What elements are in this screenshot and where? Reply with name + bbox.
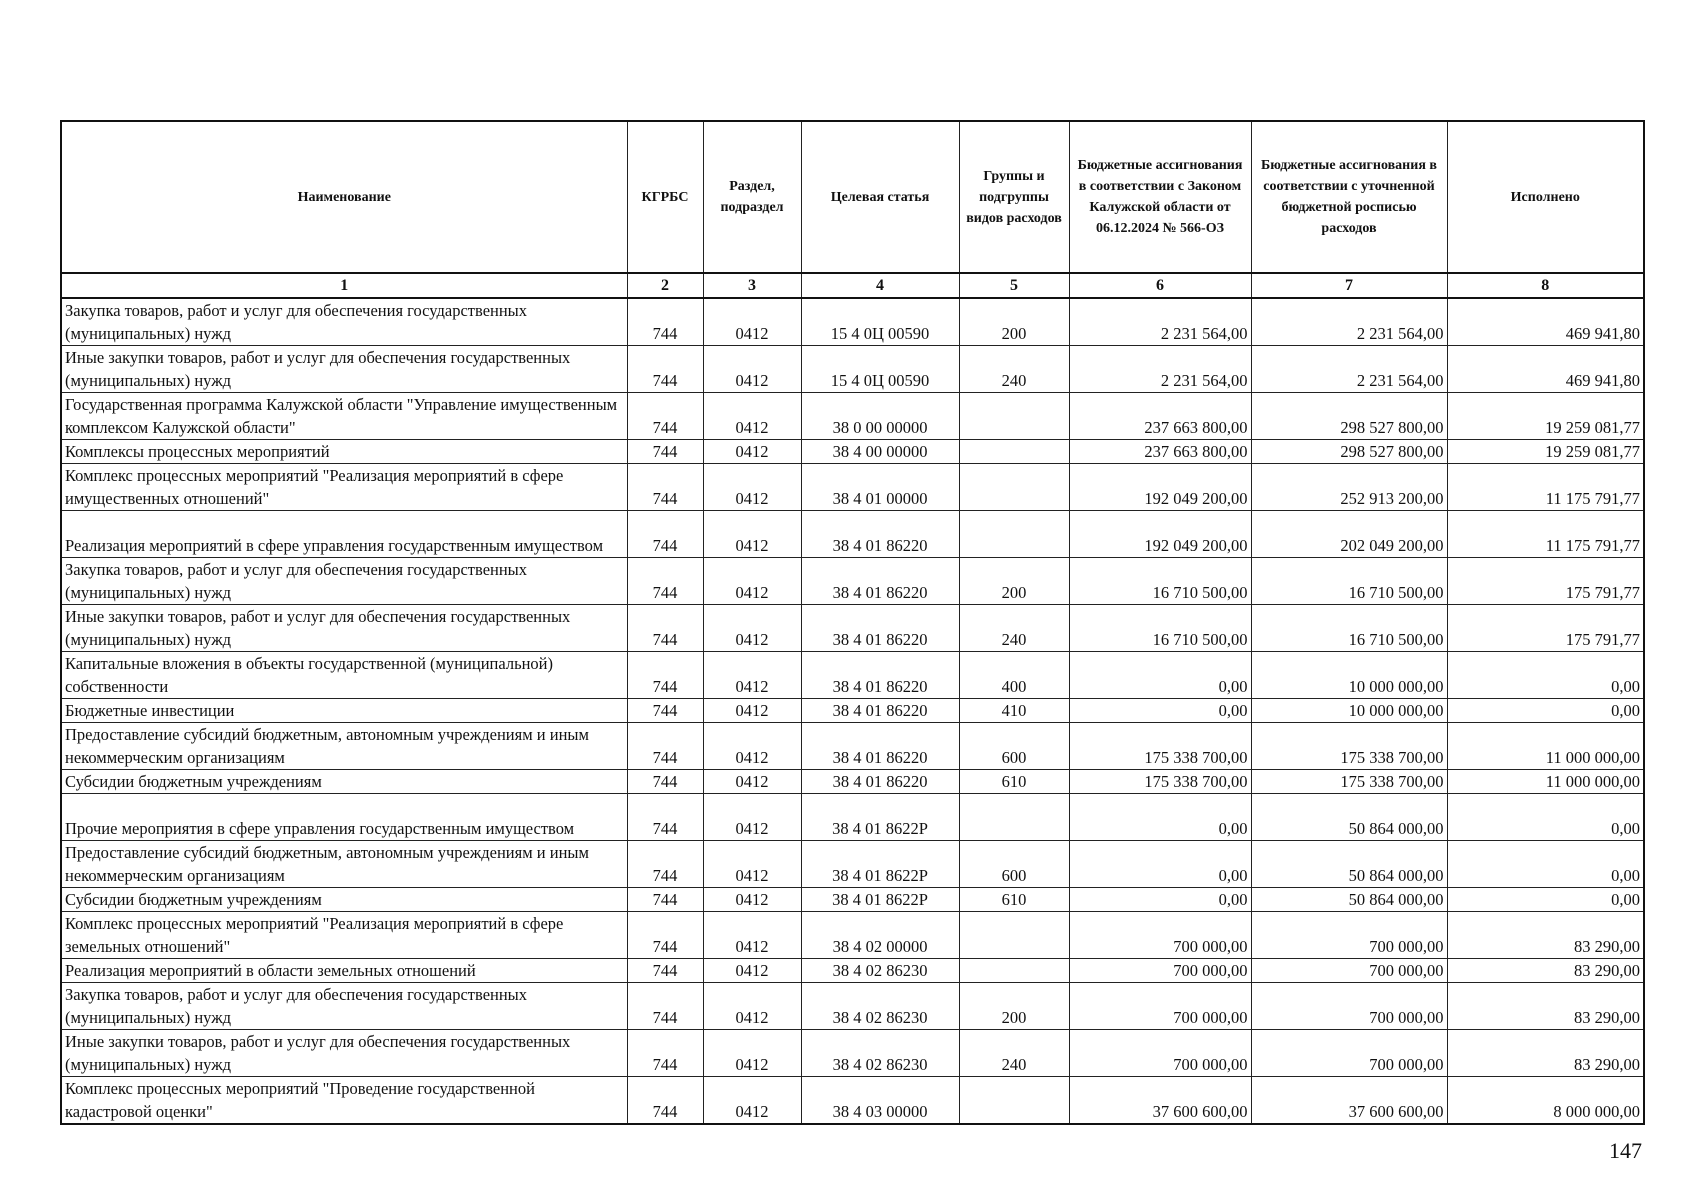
cell-name: Комплекс процессных мероприятий "Проведение государственной кадастровой оценки" xyxy=(61,1077,627,1125)
column-number: 5 xyxy=(959,273,1069,298)
column-number: 7 xyxy=(1251,273,1447,298)
column-number: 2 xyxy=(627,273,703,298)
cell-law-allocation: 16 710 500,00 xyxy=(1069,558,1251,605)
cell-name: Субсидии бюджетным учреждениям xyxy=(61,770,627,794)
cell-rospis-allocation: 298 527 800,00 xyxy=(1251,393,1447,440)
cell-rospis-allocation: 202 049 200,00 xyxy=(1251,511,1447,558)
cell-executed: 0,00 xyxy=(1447,888,1644,912)
cell-razdel: 0412 xyxy=(703,464,801,511)
header-group: Группы и подгруппы видов расходов xyxy=(959,121,1069,273)
cell-target-article: 38 4 02 86230 xyxy=(801,1030,959,1077)
cell-executed: 83 290,00 xyxy=(1447,912,1644,959)
cell-target-article: 38 4 02 00000 xyxy=(801,912,959,959)
cell-rospis-allocation: 50 864 000,00 xyxy=(1251,794,1447,841)
cell-law-allocation: 175 338 700,00 xyxy=(1069,770,1251,794)
cell-expense-group: 610 xyxy=(959,888,1069,912)
cell-name: Закупка товаров, работ и услуг для обеспечения государственных (муниципальных) нужд xyxy=(61,983,627,1030)
cell-name: Закупка товаров, работ и услуг для обеспечения государственных (муниципальных) нужд xyxy=(61,558,627,605)
cell-razdel: 0412 xyxy=(703,794,801,841)
cell-razdel: 0412 xyxy=(703,1077,801,1125)
cell-rospis-allocation: 252 913 200,00 xyxy=(1251,464,1447,511)
cell-executed: 175 791,77 xyxy=(1447,558,1644,605)
header-row xyxy=(61,121,1644,273)
column-number-row xyxy=(61,273,1644,298)
cell-law-allocation: 0,00 xyxy=(1069,652,1251,699)
cell-executed: 11 000 000,00 xyxy=(1447,770,1644,794)
cell-rospis-allocation: 10 000 000,00 xyxy=(1251,652,1447,699)
cell-rospis-allocation: 175 338 700,00 xyxy=(1251,723,1447,770)
cell-kgrbs: 744 xyxy=(627,912,703,959)
table-row xyxy=(61,983,1644,1030)
cell-law-allocation: 0,00 xyxy=(1069,888,1251,912)
cell-expense-group: 400 xyxy=(959,652,1069,699)
cell-target-article: 15 4 0Ц 00590 xyxy=(801,346,959,393)
cell-kgrbs: 744 xyxy=(627,440,703,464)
cell-razdel: 0412 xyxy=(703,699,801,723)
cell-name: Предоставление субсидий бюджетным, автономным учреждениям и иным некоммерческим организациям xyxy=(61,841,627,888)
cell-expense-group: 200 xyxy=(959,298,1069,346)
cell-name: Прочие мероприятия в сфере управления государственным имуществом xyxy=(61,794,627,841)
table-row xyxy=(61,1030,1644,1077)
cell-executed: 11 175 791,77 xyxy=(1447,464,1644,511)
cell-expense-group xyxy=(959,511,1069,558)
cell-kgrbs: 744 xyxy=(627,959,703,983)
budget-table xyxy=(60,120,1645,1125)
cell-law-allocation: 237 663 800,00 xyxy=(1069,440,1251,464)
cell-rospis-allocation: 700 000,00 xyxy=(1251,912,1447,959)
cell-expense-group xyxy=(959,393,1069,440)
table-row xyxy=(61,652,1644,699)
table-row xyxy=(61,605,1644,652)
cell-rospis-allocation: 2 231 564,00 xyxy=(1251,298,1447,346)
cell-name: Реализация мероприятий в сфере управления государственным имуществом xyxy=(61,511,627,558)
cell-expense-group xyxy=(959,794,1069,841)
cell-executed: 11 000 000,00 xyxy=(1447,723,1644,770)
cell-target-article: 38 4 01 8622Р xyxy=(801,888,959,912)
cell-name: Комплексы процессных мероприятий xyxy=(61,440,627,464)
cell-rospis-allocation: 50 864 000,00 xyxy=(1251,888,1447,912)
table-row xyxy=(61,888,1644,912)
cell-executed: 83 290,00 xyxy=(1447,983,1644,1030)
cell-kgrbs: 744 xyxy=(627,723,703,770)
table-row xyxy=(61,723,1644,770)
cell-law-allocation: 0,00 xyxy=(1069,841,1251,888)
table-row xyxy=(61,298,1644,346)
cell-target-article: 38 4 01 86220 xyxy=(801,652,959,699)
cell-executed: 19 259 081,77 xyxy=(1447,440,1644,464)
cell-kgrbs: 744 xyxy=(627,699,703,723)
cell-target-article: 38 4 01 8622Р xyxy=(801,794,959,841)
header-rospis-allocation: Бюджетные ассигнования в соответствии с уточненной бюджетной росписью расходов xyxy=(1251,121,1447,273)
cell-expense-group xyxy=(959,912,1069,959)
cell-law-allocation: 192 049 200,00 xyxy=(1069,511,1251,558)
cell-razdel: 0412 xyxy=(703,393,801,440)
cell-expense-group: 240 xyxy=(959,605,1069,652)
cell-kgrbs: 744 xyxy=(627,605,703,652)
cell-expense-group: 240 xyxy=(959,346,1069,393)
cell-name: Иные закупки товаров, работ и услуг для обеспечения государственных (муниципальных) нужд xyxy=(61,346,627,393)
cell-law-allocation: 16 710 500,00 xyxy=(1069,605,1251,652)
cell-target-article: 38 4 01 86220 xyxy=(801,699,959,723)
cell-kgrbs: 744 xyxy=(627,888,703,912)
table-row xyxy=(61,841,1644,888)
cell-target-article: 38 4 01 86220 xyxy=(801,723,959,770)
cell-rospis-allocation: 700 000,00 xyxy=(1251,959,1447,983)
header-law-allocation: Бюджетные ассигнования в соответствии с Законом Калужской области от 06.12.2024 № 566-ОЗ xyxy=(1069,121,1251,273)
cell-kgrbs: 744 xyxy=(627,511,703,558)
cell-executed: 0,00 xyxy=(1447,699,1644,723)
cell-razdel: 0412 xyxy=(703,912,801,959)
cell-razdel: 0412 xyxy=(703,770,801,794)
cell-expense-group: 600 xyxy=(959,841,1069,888)
cell-rospis-allocation: 50 864 000,00 xyxy=(1251,841,1447,888)
cell-expense-group xyxy=(959,1077,1069,1125)
cell-kgrbs: 744 xyxy=(627,393,703,440)
cell-law-allocation: 0,00 xyxy=(1069,699,1251,723)
cell-razdel: 0412 xyxy=(703,652,801,699)
cell-name: Иные закупки товаров, работ и услуг для обеспечения государственных (муниципальных) нужд xyxy=(61,605,627,652)
cell-target-article: 38 4 01 86220 xyxy=(801,605,959,652)
table-body xyxy=(61,298,1644,1124)
column-number: 1 xyxy=(61,273,627,298)
cell-name: Предоставление субсидий бюджетным, автономным учреждениям и иным некоммерческим организациям xyxy=(61,723,627,770)
cell-target-article: 38 4 00 00000 xyxy=(801,440,959,464)
cell-executed: 175 791,77 xyxy=(1447,605,1644,652)
cell-kgrbs: 744 xyxy=(627,841,703,888)
cell-law-allocation: 700 000,00 xyxy=(1069,912,1251,959)
cell-razdel: 0412 xyxy=(703,511,801,558)
cell-expense-group: 600 xyxy=(959,723,1069,770)
cell-razdel: 0412 xyxy=(703,605,801,652)
cell-law-allocation: 175 338 700,00 xyxy=(1069,723,1251,770)
cell-razdel: 0412 xyxy=(703,983,801,1030)
table-row xyxy=(61,959,1644,983)
cell-name: Бюджетные инвестиции xyxy=(61,699,627,723)
cell-target-article: 38 4 02 86230 xyxy=(801,959,959,983)
cell-razdel: 0412 xyxy=(703,440,801,464)
cell-kgrbs: 744 xyxy=(627,1030,703,1077)
table-row xyxy=(61,794,1644,841)
table-row xyxy=(61,440,1644,464)
cell-target-article: 15 4 0Ц 00590 xyxy=(801,298,959,346)
cell-target-article: 38 0 00 00000 xyxy=(801,393,959,440)
cell-law-allocation: 0,00 xyxy=(1069,794,1251,841)
cell-executed: 0,00 xyxy=(1447,841,1644,888)
cell-rospis-allocation: 37 600 600,00 xyxy=(1251,1077,1447,1125)
cell-executed: 8 000 000,00 xyxy=(1447,1077,1644,1125)
cell-expense-group: 200 xyxy=(959,983,1069,1030)
cell-kgrbs: 744 xyxy=(627,1077,703,1125)
header-statya: Целевая статья xyxy=(801,121,959,273)
cell-expense-group: 200 xyxy=(959,558,1069,605)
table-row xyxy=(61,346,1644,393)
column-number: 4 xyxy=(801,273,959,298)
cell-razdel: 0412 xyxy=(703,723,801,770)
cell-name: Закупка товаров, работ и услуг для обеспечения государственных (муниципальных) нужд xyxy=(61,298,627,346)
cell-law-allocation: 700 000,00 xyxy=(1069,1030,1251,1077)
cell-kgrbs: 744 xyxy=(627,558,703,605)
column-number: 3 xyxy=(703,273,801,298)
header-kgrbs: КГРБС xyxy=(627,121,703,273)
cell-expense-group xyxy=(959,464,1069,511)
cell-rospis-allocation: 10 000 000,00 xyxy=(1251,699,1447,723)
cell-name: Капитальные вложения в объекты государственной (муниципальной) собственности xyxy=(61,652,627,699)
cell-expense-group: 610 xyxy=(959,770,1069,794)
cell-law-allocation: 37 600 600,00 xyxy=(1069,1077,1251,1125)
cell-target-article: 38 4 01 86220 xyxy=(801,511,959,558)
cell-rospis-allocation: 700 000,00 xyxy=(1251,983,1447,1030)
cell-kgrbs: 744 xyxy=(627,983,703,1030)
page-number: 147 xyxy=(1609,1138,1642,1163)
cell-razdel: 0412 xyxy=(703,959,801,983)
cell-razdel: 0412 xyxy=(703,298,801,346)
cell-razdel: 0412 xyxy=(703,841,801,888)
cell-razdel: 0412 xyxy=(703,558,801,605)
cell-rospis-allocation: 16 710 500,00 xyxy=(1251,605,1447,652)
cell-expense-group xyxy=(959,440,1069,464)
cell-law-allocation: 192 049 200,00 xyxy=(1069,464,1251,511)
cell-name: Комплекс процессных мероприятий "Реализация мероприятий в сфере имущественных отношений" xyxy=(61,464,627,511)
cell-kgrbs: 744 xyxy=(627,464,703,511)
header-executed: Исполнено xyxy=(1447,121,1644,273)
table-row xyxy=(61,1077,1644,1125)
cell-executed: 19 259 081,77 xyxy=(1447,393,1644,440)
cell-kgrbs: 744 xyxy=(627,298,703,346)
cell-kgrbs: 744 xyxy=(627,652,703,699)
cell-executed: 469 941,80 xyxy=(1447,298,1644,346)
cell-expense-group: 240 xyxy=(959,1030,1069,1077)
column-number: 8 xyxy=(1447,273,1644,298)
cell-name: Реализация мероприятий в области земельных отношений xyxy=(61,959,627,983)
cell-expense-group xyxy=(959,959,1069,983)
cell-law-allocation: 700 000,00 xyxy=(1069,959,1251,983)
cell-razdel: 0412 xyxy=(703,1030,801,1077)
cell-law-allocation: 700 000,00 xyxy=(1069,983,1251,1030)
cell-expense-group: 410 xyxy=(959,699,1069,723)
header-razdel: Раздел, подраздел xyxy=(703,121,801,273)
table-row xyxy=(61,770,1644,794)
cell-executed: 469 941,80 xyxy=(1447,346,1644,393)
table-row xyxy=(61,558,1644,605)
cell-kgrbs: 744 xyxy=(627,794,703,841)
table-row xyxy=(61,464,1644,511)
cell-rospis-allocation: 700 000,00 xyxy=(1251,1030,1447,1077)
cell-law-allocation: 2 231 564,00 xyxy=(1069,346,1251,393)
cell-target-article: 38 4 01 86220 xyxy=(801,770,959,794)
cell-razdel: 0412 xyxy=(703,888,801,912)
cell-target-article: 38 4 01 00000 xyxy=(801,464,959,511)
cell-razdel: 0412 xyxy=(703,346,801,393)
cell-executed: 83 290,00 xyxy=(1447,1030,1644,1077)
cell-target-article: 38 4 03 00000 xyxy=(801,1077,959,1125)
cell-kgrbs: 744 xyxy=(627,770,703,794)
table-row xyxy=(61,699,1644,723)
cell-target-article: 38 4 02 86230 xyxy=(801,983,959,1030)
cell-law-allocation: 2 231 564,00 xyxy=(1069,298,1251,346)
cell-rospis-allocation: 16 710 500,00 xyxy=(1251,558,1447,605)
cell-name: Субсидии бюджетным учреждениям xyxy=(61,888,627,912)
cell-name: Иные закупки товаров, работ и услуг для обеспечения государственных (муниципальных) нужд xyxy=(61,1030,627,1077)
table-row xyxy=(61,511,1644,558)
cell-target-article: 38 4 01 8622Р xyxy=(801,841,959,888)
cell-executed: 0,00 xyxy=(1447,652,1644,699)
cell-target-article: 38 4 01 86220 xyxy=(801,558,959,605)
cell-executed: 0,00 xyxy=(1447,794,1644,841)
table-row xyxy=(61,912,1644,959)
cell-law-allocation: 237 663 800,00 xyxy=(1069,393,1251,440)
cell-rospis-allocation: 298 527 800,00 xyxy=(1251,440,1447,464)
cell-kgrbs: 744 xyxy=(627,346,703,393)
cell-name: Комплекс процессных мероприятий "Реализация мероприятий в сфере земельных отношений" xyxy=(61,912,627,959)
cell-rospis-allocation: 2 231 564,00 xyxy=(1251,346,1447,393)
table-row xyxy=(61,393,1644,440)
cell-executed: 11 175 791,77 xyxy=(1447,511,1644,558)
cell-rospis-allocation: 175 338 700,00 xyxy=(1251,770,1447,794)
column-number: 6 xyxy=(1069,273,1251,298)
cell-executed: 83 290,00 xyxy=(1447,959,1644,983)
cell-name: Государственная программа Калужской области "Управление имущественным комплексом Калужской области" xyxy=(61,393,627,440)
header-name: Наименование xyxy=(61,121,627,273)
